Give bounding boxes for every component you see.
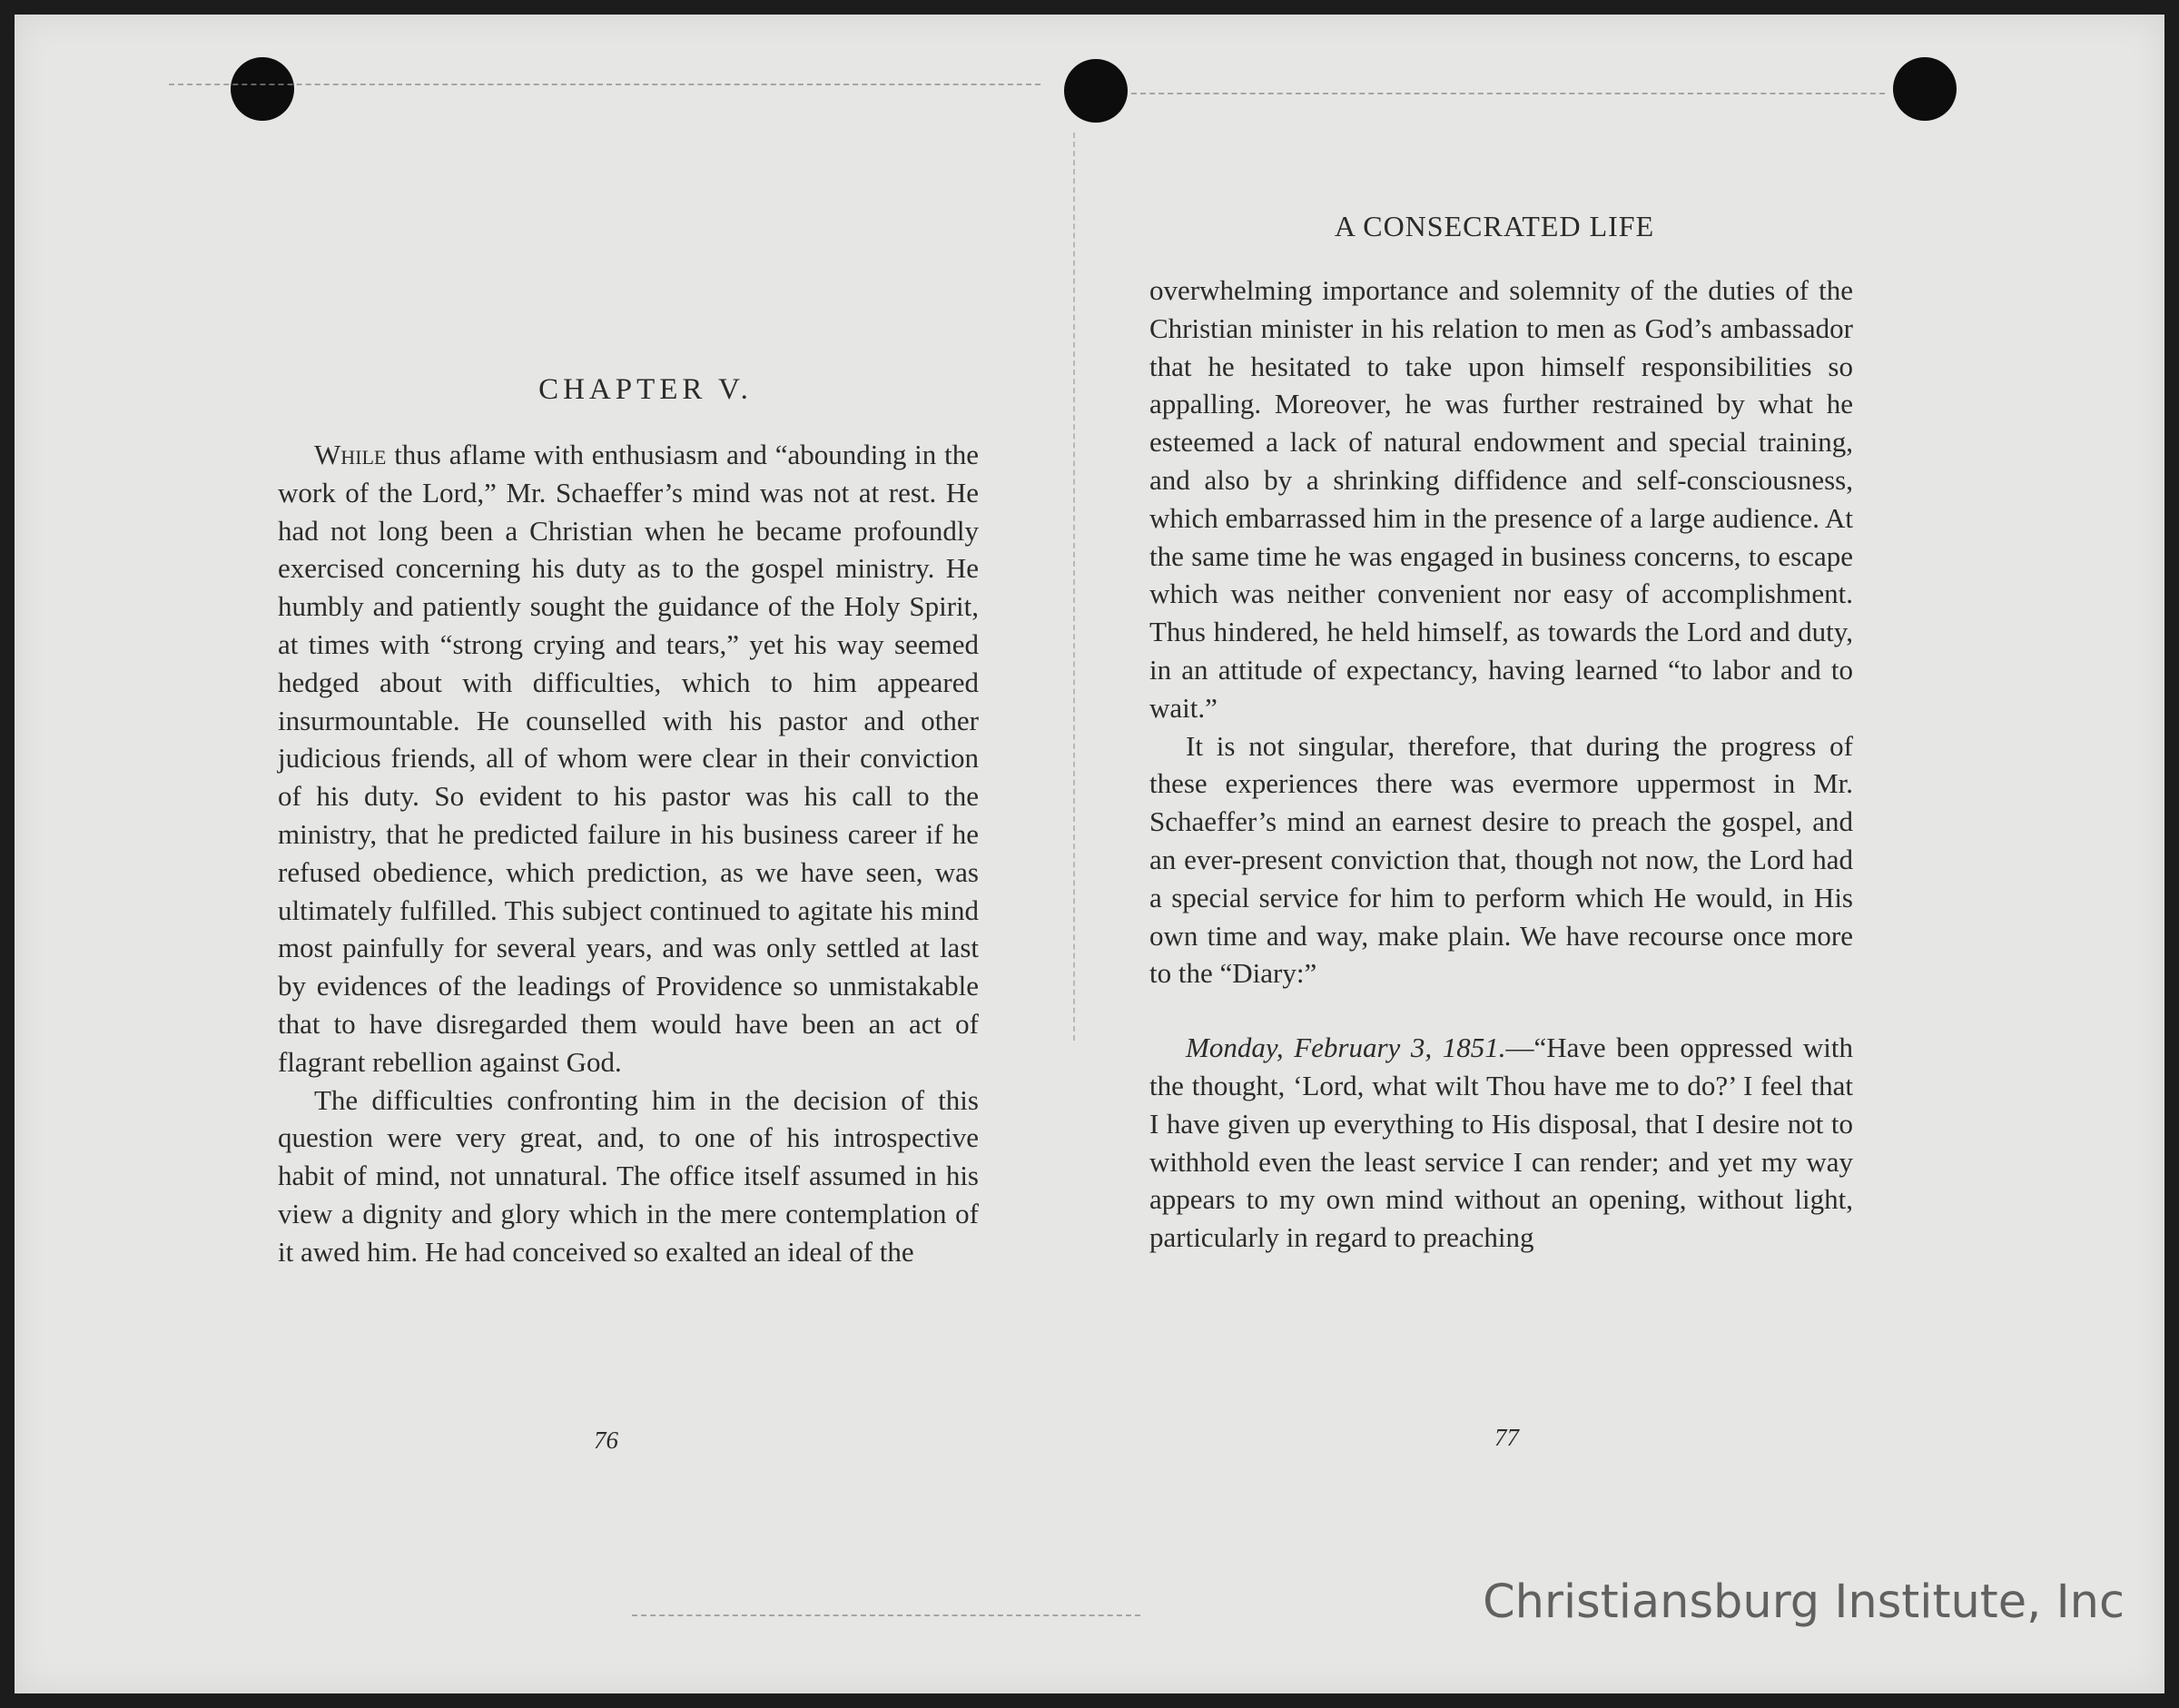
left-page-paragraph-2: The difficulties confronting him in the decision of this question were very great, and, to one of his introspective habit of mind, not unnatural. The office itself assumed in his view a dignity and glory which in the mere contemplation of it awed him. He had conceived so exalted an ideal of the <box>278 1083 979 1268</box>
diary-text: —“Have been oppressed with the thought, ‘Lord, what wilt Thou have me to do?’ I feel that I have given up everything to His disposal, that I desire not to withhold even the least service I can render; and yet my way appears to my own mind without an opening, without light, particularly in regard to preaching <box>1149 1032 1853 1254</box>
right-page-body <box>1149 272 1853 1257</box>
page-fold-line <box>1073 133 1075 1041</box>
right-page-paragraph-2: It is not singular, therefore, that during the progress of these experiences there was evermore uppermost in Mr. Schaeffer’s mind an earnest desire to preach the gospel, and an ever-present conviction that, though not now, the Lord had a special service for him to perform which He would, in His own time and way, make plain. We have recourse once more to the “Diary:” <box>1149 729 1853 990</box>
scanned-sheet <box>15 15 2164 1693</box>
chapter-title: CHAPTER V. <box>538 373 753 406</box>
diary-entry <box>1149 1029 1853 1257</box>
top-perforation-right <box>1131 93 1885 94</box>
binder-hole-center <box>1064 59 1128 123</box>
diary-date: Monday, February 3, 1851. <box>1186 1032 1506 1064</box>
top-perforation-left <box>169 84 1040 85</box>
page-number-left: 76 <box>594 1427 618 1454</box>
right-page-paragraph-1: overwhelming importance and solemnity of the duties of the Christian minister in his relation to men as God’s ambassador that he hesitated to take upon himself responsibilities so appalling. Moreover, he was further restrained by what he esteemed a lack of natural endowment and special training, and also by a shrinking diffidence and self-consciousness, which embarrassed him in the presence of a large audience. At the same time he was engaged in business concerns, to escape which was neither convenient nor easy of accomplishment. Thus hindered, he held himself, as towards the Lord and duty, in an attitude of expectancy, having learned “to labor and to wait.” <box>1149 274 1853 724</box>
drop-lead-word: While <box>314 439 387 470</box>
left-paragraph-1-text: thus aflame with enthusiasm and “abounding in the work of the Lord,” Mr. Schaeffer’s mind was not at rest. He had not long been a Christian when he became profoundly exercised concerning his duty as to the gospel ministry. He humbly and patiently sought the guidance of the Holy Spirit, at times with “strong crying and tears,” yet his way seemed hedged about with difficulties, which to him appeared insurmountable. He counselled with his pastor and other judicious friends, all of whom were clear in their conviction of his duty. So evident to his pastor was his call to the ministry, that he predicted failure in his business career if he refused obedience, which prediction, as we have seen, was ultimately fulfilled. This subject continued to agitate his mind most painfully for several years, and was only settled at last by evidences of the leadings of Providence so unmistakable that to have disregarded them would have been an act of flagrant rebellion against God. <box>278 439 979 1078</box>
running-head: A CONSECRATED LIFE <box>1334 210 1655 242</box>
left-page-paragraph-1 <box>278 436 979 1081</box>
page-number-right: 77 <box>1494 1424 1519 1451</box>
bottom-perforation <box>632 1614 1140 1616</box>
left-page-body <box>278 436 979 1271</box>
watermark: Christiansburg Institute, Inc <box>1483 1575 2125 1629</box>
binder-hole-right <box>1893 57 1957 121</box>
binder-hole-left <box>231 57 294 121</box>
